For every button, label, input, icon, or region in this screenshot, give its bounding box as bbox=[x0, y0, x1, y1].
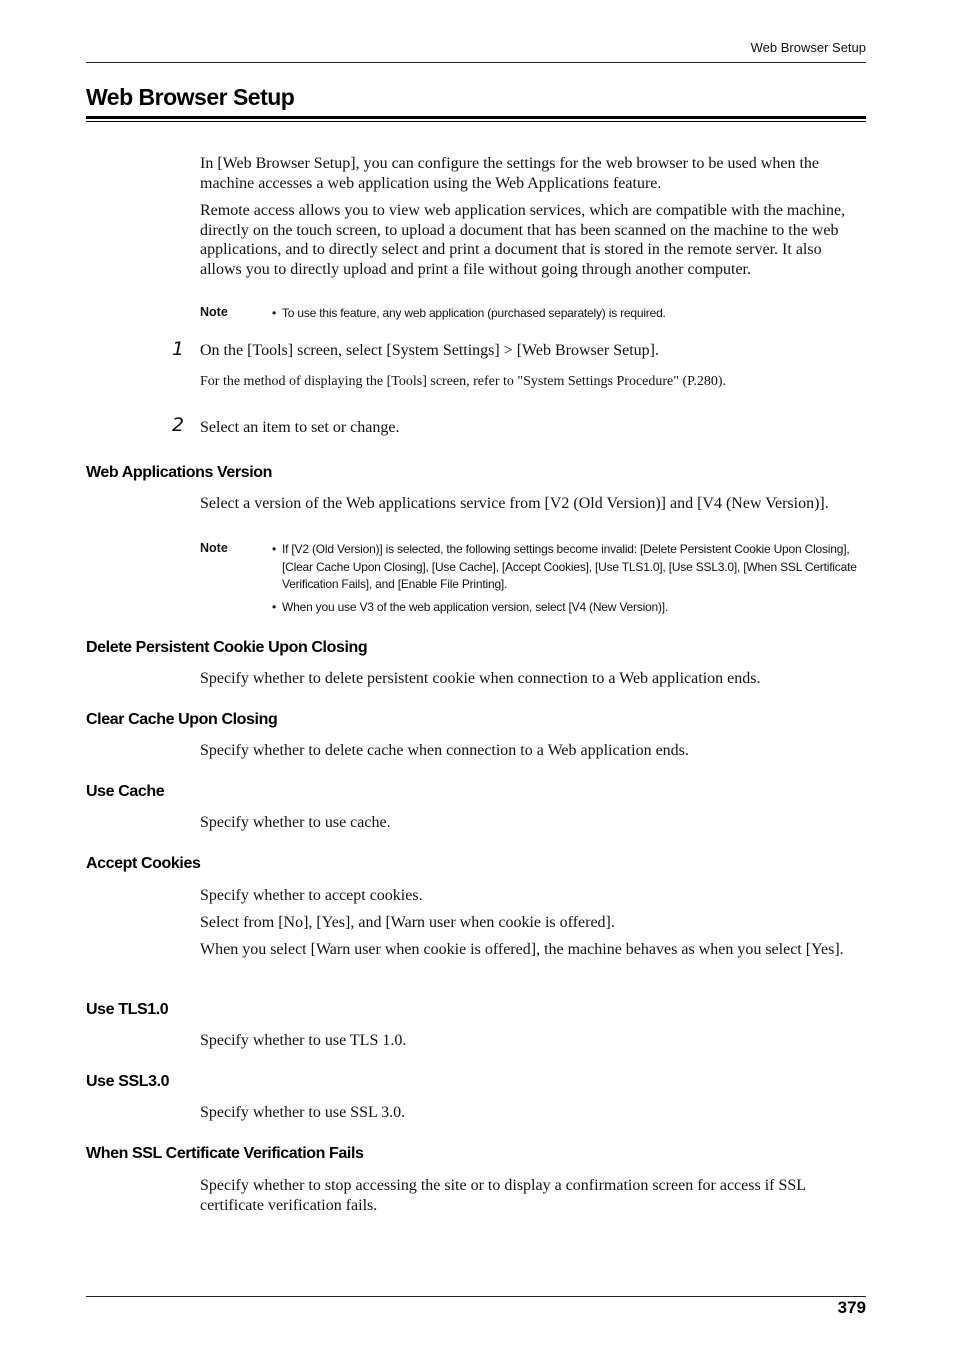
note-list bbox=[272, 305, 866, 328]
page-title: Web Browser Setup bbox=[86, 84, 295, 110]
heading-use-ssl: Use SSL3.0 bbox=[86, 1073, 170, 1090]
heading-ssl-verification-fails: When SSL Certificate Verification Fails bbox=[86, 1145, 364, 1162]
heading-accept-cookies: Accept Cookies bbox=[86, 855, 201, 872]
heading-use-tls: Use TLS1.0 bbox=[86, 1001, 169, 1018]
page-number: 379 bbox=[837, 1298, 866, 1317]
accept-cookies-text-3: When you select [Warn user when cookie is offered], the machine behaves as when you select [Yes]. bbox=[200, 941, 844, 958]
note-item: • When you use V3 of the web application version, select [V4 (New Version)]. bbox=[272, 599, 866, 617]
title-rule-thin bbox=[86, 121, 866, 122]
use-tls-text: Specify whether to use TLS 1.0. bbox=[200, 1032, 407, 1049]
accept-cookies-text-2: Select from [No], [Yes], and [Warn user when cookie is offered]. bbox=[200, 914, 615, 931]
use-ssl-text: Specify whether to use SSL 3.0. bbox=[200, 1104, 406, 1121]
footer-rule bbox=[86, 1296, 866, 1297]
web-applications-version-text: Select a version of the Web applications service from [V2 (Old Version)] and [V4 (New Version)]. bbox=[200, 495, 829, 512]
clear-cache-text: Specify whether to delete cache when connection to a Web application ends. bbox=[200, 742, 689, 759]
heading-delete-persistent-cookie: Delete Persistent Cookie Upon Closing bbox=[86, 639, 368, 656]
intro-paragraph-1: In [Web Browser Setup], you can configure the settings for the web browser to be used when the machine accesses a web application using the Web Applications feature. bbox=[200, 155, 819, 192]
heading-clear-cache: Clear Cache Upon Closing bbox=[86, 711, 278, 728]
heading-web-applications-version: Web Applications Version bbox=[86, 464, 272, 481]
note-item: • If [V2 (Old Version)] is selected, the following settings become invalid: [Delete Persistent Cookie Upon Closing], [Clear Cache Upon Closing], [Use Cache], [Accept Cookies], [Use TLS1.0], [Use SSL3.0], [When SSL Certificate Verification Fails], and [Enable File Printing]. bbox=[272, 541, 866, 594]
note-label: Note bbox=[200, 541, 228, 555]
step-number-2: 2 bbox=[172, 414, 185, 436]
ssl-verification-fails-text: Specify whether to stop accessing the site or to display a confirmation screen for access if SSL certificate verification fails. bbox=[200, 1177, 806, 1214]
delete-persistent-cookie-text: Specify whether to delete persistent cookie when connection to a Web application ends. bbox=[200, 670, 761, 687]
step-number-1: 1 bbox=[172, 338, 185, 360]
step-2-text: Select an item to set or change. bbox=[200, 419, 400, 436]
note-label: Note bbox=[200, 305, 228, 319]
note-item: • To use this feature, any web application (purchased separately) is required. bbox=[272, 305, 866, 323]
step-1-text: On the [Tools] screen, select [System Settings] > [Web Browser Setup]. bbox=[200, 342, 659, 359]
intro-paragraph-2: Remote access allows you to view web application services, which are compatible with the machine, directly on the touch screen, to upload a document that has been scanned on the machine to the web applications, and to directly select and print a document that is stored in the remote server. It also allows you to directly upload and print a file without going through another computer. bbox=[200, 202, 846, 278]
running-header: Web Browser Setup bbox=[750, 40, 866, 55]
use-cache-text: Specify whether to use cache. bbox=[200, 814, 391, 831]
note-list bbox=[272, 541, 866, 621]
header-rule bbox=[86, 62, 866, 63]
accept-cookies-text-1: Specify whether to accept cookies. bbox=[200, 887, 423, 904]
heading-use-cache: Use Cache bbox=[86, 783, 165, 800]
title-rule-thick bbox=[86, 116, 866, 119]
step-1-subtext: For the method of displaying the [Tools] screen, refer to "System Settings Procedure" (P.280). bbox=[200, 374, 727, 389]
